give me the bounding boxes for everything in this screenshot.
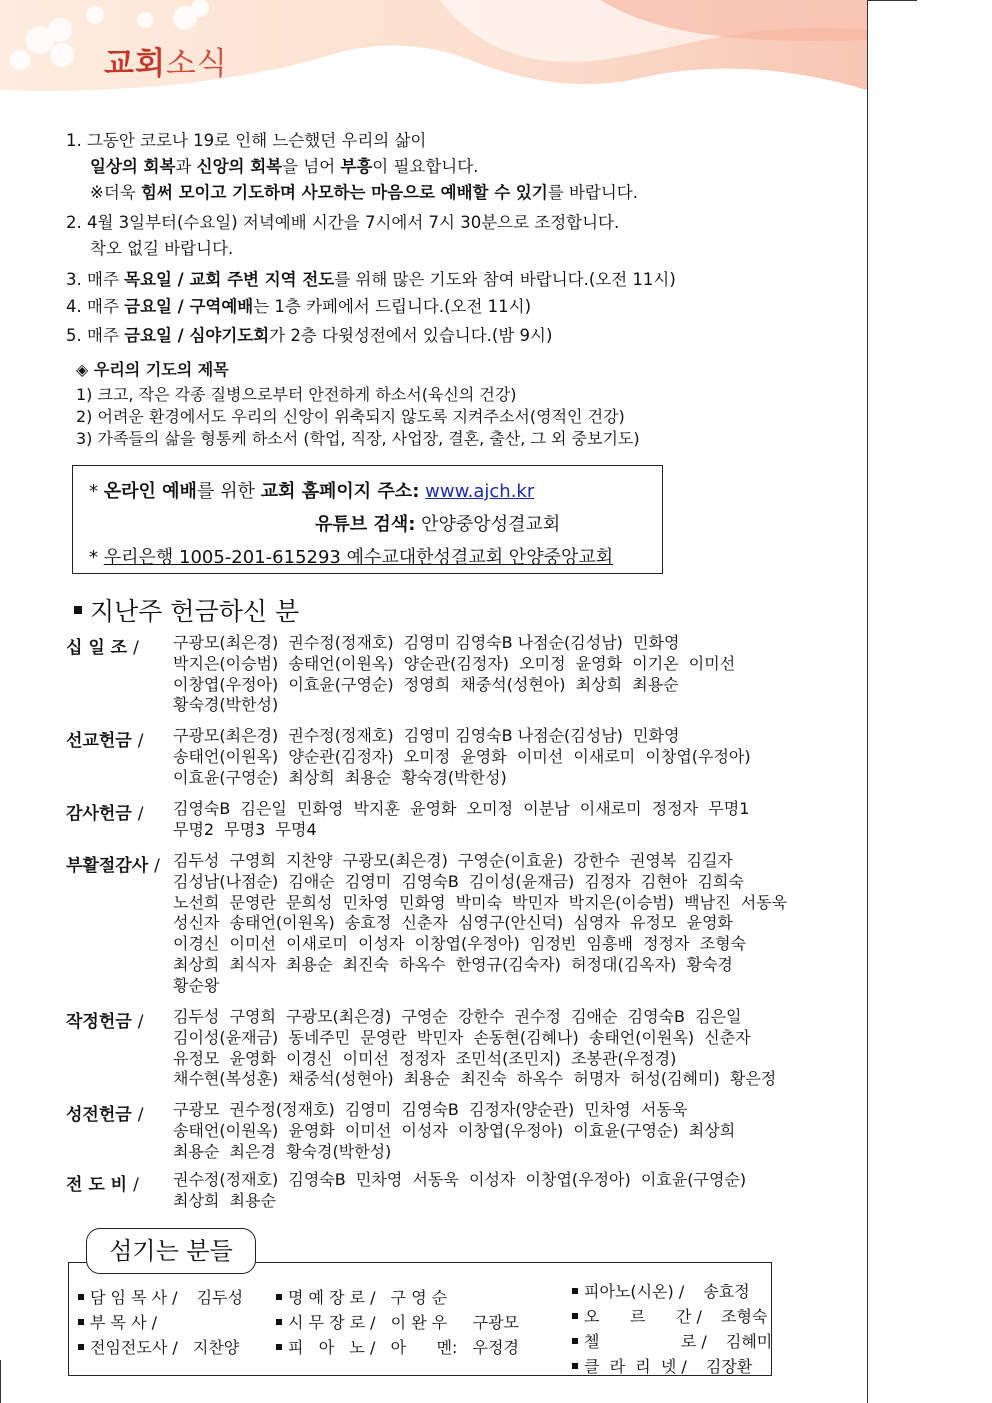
notice-segment: 금요일 / 구역예배 [124, 297, 254, 316]
offering-names: 권수정(정재호) 김영숙B 민차영 서동욱 이성자 이창엽(우정아) 이효윤(구영순) 최상희 최용순 [173, 1170, 747, 1210]
notice-segment: 힘써 모이고 기도하며 사모하는 마음으로 예배할 수 있기 [140, 183, 548, 202]
homepage-link[interactable]: www.ajch.kr [425, 481, 535, 502]
notice-1-line2 [66, 156, 478, 178]
ushers-title: 섬기는 분들 [86, 1228, 256, 1274]
usher-entry: 피 아 노 / 아 멘: 우정경 [276, 1335, 519, 1358]
notice-segment: 금요일 / 심야기도회 [124, 326, 270, 345]
homepage-line: * 온라인 예배를 위한 교회 홈페이지 주소: www.ajch.kr [89, 481, 535, 502]
notice-segment: 과 [175, 157, 197, 176]
usher-entry: 오 르 간 / 조형숙 [572, 1304, 767, 1327]
usher-entry: 시 무 장 로 / 이 완 우 구광모 [276, 1310, 519, 1333]
usher-entry: 부 목 사 / [78, 1310, 157, 1333]
youtube-line: 유튜브 검색: 안양중앙성결교회 [315, 514, 561, 535]
offerings-title: 지난주 헌금하신 분 [74, 592, 299, 628]
usher-entry: 담 임 목 사 / 김두성 [78, 1285, 243, 1308]
notice-1-line3 [66, 182, 638, 204]
notice-5: 5. 매주 금요일 / 심야기도회가 2층 다윗성전에서 있습니다.(밤 9시) [66, 326, 553, 345]
notice-segment: ※더욱 [90, 183, 141, 202]
notice-segment: 이 필요합니다. [372, 157, 479, 176]
usher-entry: 첼 로 / 김혜미 [572, 1329, 772, 1352]
usher-entry: 클 라 리 넷 / 김장환 [572, 1354, 752, 1377]
offering-names: 구광모(최은경) 권수정(정재호) 김영미 김영숙B 나점순(김성남) 민화영 박지은(이승범) 송태언(이원옥) 양순관(김정자) 오미정 윤영화 이기온 이미선 이창엽(우정아) 이효윤(구영순) 정영희 채중석(성현아) 최상희 최용순 황숙경(박한성) [173, 633, 736, 715]
notice-segment: 를 바랍니다. [547, 183, 638, 202]
usher-entry: 전임전도사 / 지찬양 [78, 1335, 239, 1358]
prayer-title: ◈ 우리의 기도의 제목 [76, 360, 229, 379]
notice-segment: 를 위해 많은 기도와 참여 바랍니다.(오전 11시) [334, 270, 676, 289]
usher-entry: 명 예 장 로 / 구 영 순 [276, 1285, 447, 1308]
page-border-right [867, 0, 868, 1403]
notice-segment: 가 2층 다윗성전에서 있습니다.(밤 9시) [269, 326, 553, 345]
offering-label: 성전헌금 / [66, 1105, 144, 1125]
notice-segment: 매주 [87, 297, 125, 316]
offering-names: 김두성 구영희 구광모(최은경) 구영순 강한수 권수정 김애순 김영숙B 김은일 김이성(윤재금) 동네주민 문영란 박민자 손동현(김혜나) 송태언(이원옥) 신춘자 유정모 윤영화 이경신 이미선 정정자 조민석(조민지) 조봉관(우정경) 채수현(복성훈) 채중석(성현아) 최용순 최진숙 하옥수 허명자 허성(김혜미) 황은정 [173, 1007, 777, 1089]
notice-2: 2. 4월 3일부터(수요일) 저녁예배 시간을 7시에서 7시 30분으로 조정합니다. [66, 213, 620, 232]
notice-segment: 을 넘어 [282, 157, 341, 176]
notice-2-line2: 착오 없길 바랍니다. [90, 239, 234, 258]
notice-segment: 일상의 회복 [90, 157, 176, 176]
notice-4: 4. 매주 금요일 / 구역예배는 1층 카페에서 드립니다.(오전 11시) [66, 297, 532, 316]
offering-label: 작정헌금 / [66, 1012, 144, 1032]
notice-segment: 신앙의 회복 [196, 157, 283, 176]
notice-segment: 부흥 [340, 157, 373, 176]
offering-names: 구광모 권수정(정재호) 김영미 김영숙B 김정자(양순관) 민차영 서동욱 송태언(이원옥) 윤영화 이미선 이성자 이창엽(우정아) 이효윤(구영순) 최상희 최용순 최은경 황숙경(박한성) [173, 1100, 736, 1161]
offering-names: 구광모(최은경) 권수정(정재호) 김영미 김영숙B 나점순(김성남) 민화영 송태언(이원옥) 양순관(김정자) 오미정 윤영화 이미선 이새로미 이창엽(우정아) 이효윤(구영순) 최상희 최용순 황숙경(박한성) [173, 726, 751, 787]
offering-label: 선교헌금 / [66, 731, 144, 751]
page-border-top [867, 0, 917, 1]
prayer-item: 2) 어려운 환경에서도 우리의 신앙이 위축되지 않도록 지켜주소서(영적인 건강) [76, 407, 625, 426]
bank-line: * 우리은행 1005-201-615293 예수교대한성결교회 안양중앙교회 [89, 547, 614, 568]
online-info-box [72, 465, 663, 574]
notice-segment: 매주 [87, 326, 125, 345]
notice-segment: 목요일 / 교회 주변 지역 전도 [124, 270, 335, 289]
offering-names: 김두성 구영희 지찬양 구광모(최은경) 구영순(이효윤) 강한수 권영복 김길자 김성남(나점순) 김애순 김영미 김영숙B 김이성(윤재금) 김정자 김현아 김희숙 노선희 문영란 문희성 민차영 민화영 박미숙 박민자 박지은(이승범) 백남진 서동욱 성신자 송태언(이원옥) 송효정 신춘자 심영구(안신덕) 심영자 유정모 윤영화 이경신 이미선 이새로미 이성자 이창엽(우정아) 임정빈 임흥배 정정자 조형숙 최상희 최식자 최용순 최진숙 하옥수 한영규(김숙자) 허정대(김옥자) 황숙경 황순왕 [173, 851, 788, 995]
notice-3: 3. 매주 목요일 / 교회 주변 지역 전도를 위해 많은 기도와 참여 바랍니다.(오전 11시) [66, 270, 676, 289]
notice-segment: 는 1층 카페에서 드립니다.(오전 11시) [253, 297, 532, 316]
usher-entry: 피아노(시온) / 송효정 [572, 1279, 750, 1302]
prayer-item: 3) 가족들의 삶을 형통케 하소서 (학업, 직장, 사업장, 결혼, 출산, 그 외 중보기도) [76, 429, 640, 448]
offering-label: 전 도 비 / [66, 1175, 139, 1195]
offering-label: 감사헌금 / [66, 804, 144, 824]
page-border-left [0, 1360, 1, 1403]
offering-label: 십 일 조 / [66, 638, 139, 658]
notice-segment: 매주 [87, 270, 125, 289]
page-title: 교회소식 [104, 46, 228, 82]
prayer-item: 1) 크고, 작은 각종 질병으로부터 안전하게 하소서(육신의 건강) [76, 385, 517, 404]
notice-1: 1. 그동안 코로나 19로 인해 느슨했던 우리의 삶이 [66, 131, 427, 150]
offering-label: 부활절감사 / [66, 856, 160, 876]
offering-names: 김영숙B 김은일 민화영 박지훈 윤영화 오미정 이분남 이새로미 정정자 무명1 무명2 무명3 무명4 [173, 799, 750, 839]
